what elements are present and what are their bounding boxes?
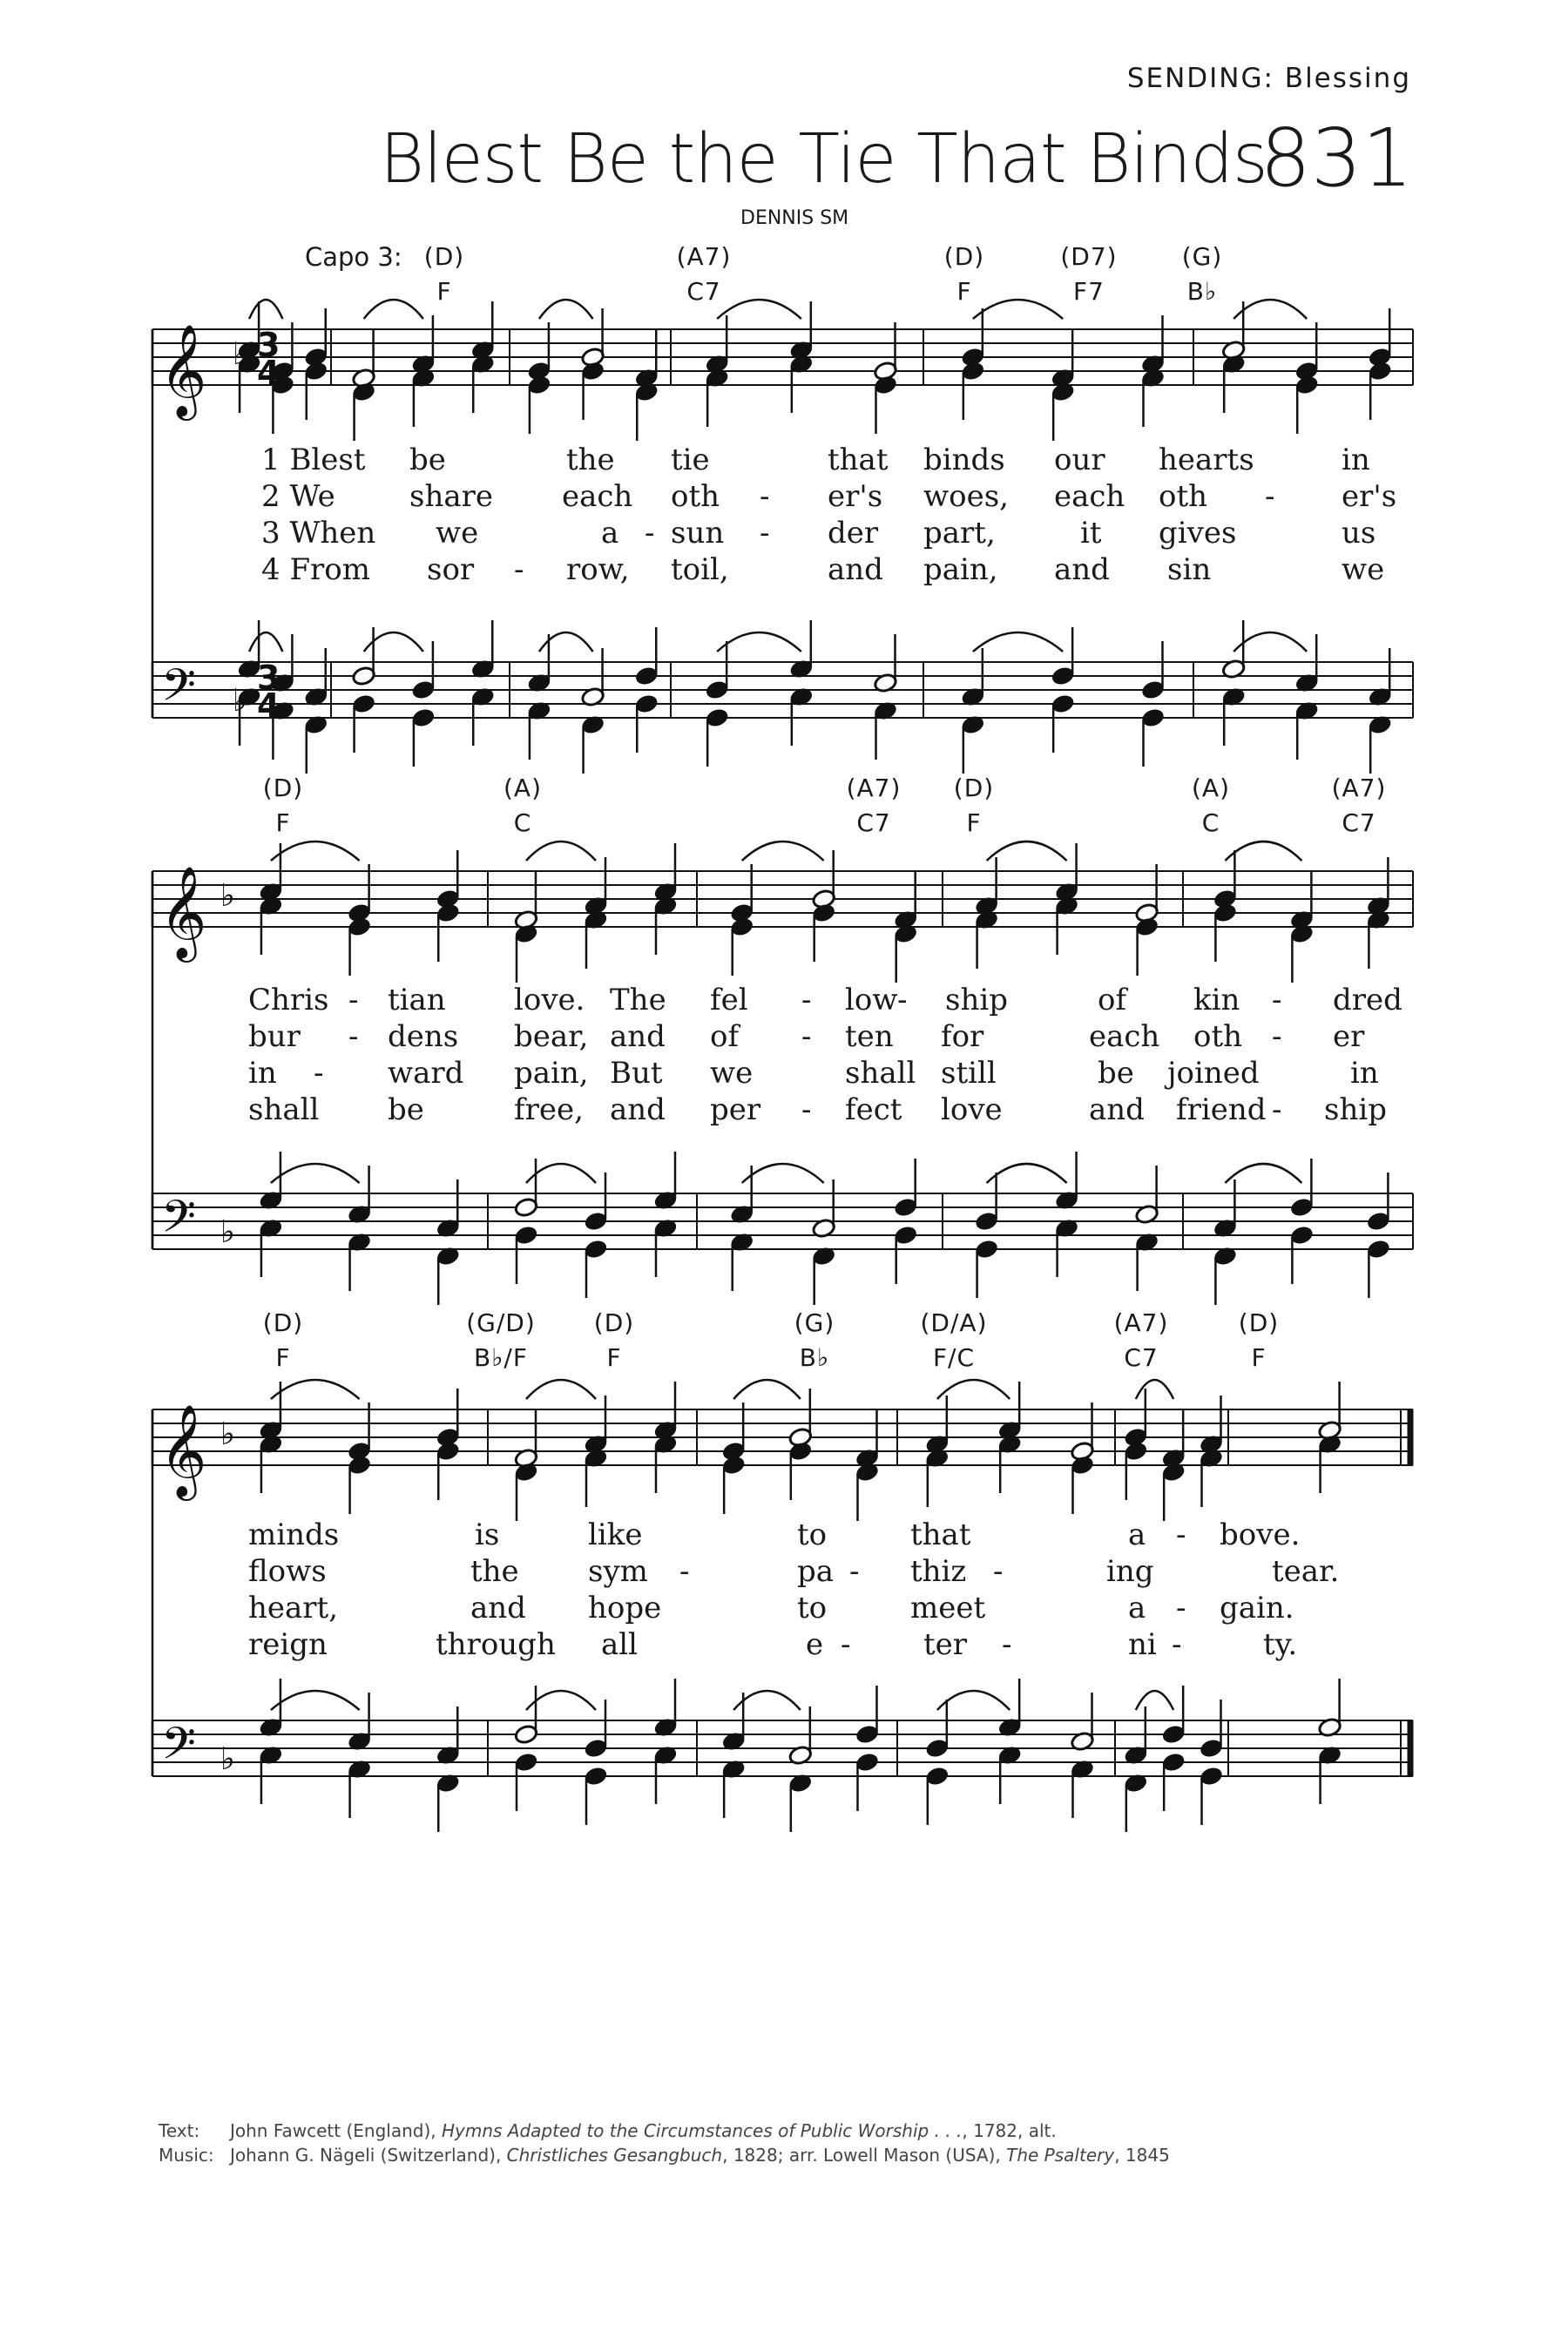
guitar-chord: (A7) <box>846 774 902 802</box>
lyric-syllable: still <box>941 1056 997 1091</box>
lyric-syllable: sin <box>1167 552 1212 587</box>
lyric-syllable: fel <box>710 983 748 1017</box>
bass-slur <box>1233 632 1307 652</box>
lyric-syllable: pa <box>797 1554 835 1589</box>
lyric-hyphen: - <box>514 552 524 587</box>
lyric-hyphen: - <box>679 1554 690 1589</box>
guitar-chord: (D) <box>943 242 985 271</box>
lyric-syllable: a <box>601 516 619 551</box>
concert-chord: C7 <box>856 808 891 837</box>
lyric-syllable: oth <box>1159 479 1208 514</box>
lyric-syllable: binds <box>923 443 1005 477</box>
lyric-hyphen: - <box>841 1627 851 1662</box>
guitar-chord: (D) <box>953 774 995 802</box>
bass-slur <box>539 632 593 652</box>
lyric-syllable: free, <box>514 1092 584 1127</box>
lyric-hyphen: - <box>348 1019 359 1054</box>
lyric-syllable: e <box>806 1627 824 1662</box>
guitar-chord: (A) <box>503 774 542 802</box>
lyric-syllable: er <box>1333 1019 1365 1054</box>
text-credit: Text: John Fawcett (England), Hymns Adapted to the Circumstances of Public Worship . . ., 1782, alt. <box>159 2120 1057 2141</box>
hymn-number: 831 <box>1260 112 1413 205</box>
bass-slur <box>249 632 282 652</box>
lyric-syllable: shall <box>248 1092 320 1127</box>
lyric-hyphen: - <box>1272 983 1282 1017</box>
lyric-syllable: bear, <box>514 1019 589 1054</box>
lyric-syllable: a <box>1128 1591 1146 1625</box>
lyric-syllable: kin <box>1193 983 1240 1017</box>
guitar-chord: (G) <box>1181 242 1223 271</box>
lyric-hyphen: - <box>645 516 655 551</box>
concert-chord: F7 <box>1073 277 1105 306</box>
section-label: SENDING: Blessing <box>1126 63 1411 94</box>
lyric-syllable: sym <box>588 1554 648 1589</box>
lyric-syllable: of <box>710 1019 740 1054</box>
lyric-syllable: oth <box>671 479 720 514</box>
lyric-syllable: per <box>710 1092 761 1127</box>
lyric-hyphen: - <box>801 1019 812 1054</box>
lyric-syllable: us <box>1342 516 1376 551</box>
lyric-syllable: 1 Blest <box>261 443 366 477</box>
lyric-syllable: part, <box>923 516 996 551</box>
lyric-syllable: each <box>1054 479 1125 514</box>
key-signature-flat: ♭ <box>233 336 247 372</box>
lyric-syllable: love. <box>514 983 585 1017</box>
lyric-syllable: ship <box>1324 1092 1387 1127</box>
guitar-chord: (D7) <box>1060 242 1118 271</box>
key-signature-flat: ♭ <box>220 1416 235 1452</box>
lyric-syllable: ward <box>388 1056 464 1091</box>
lyric-hyphen: - <box>801 983 812 1017</box>
lyric-syllable: be <box>1098 1056 1134 1091</box>
guitar-chord: (D) <box>593 1308 635 1337</box>
concert-chord: F <box>966 808 982 837</box>
lyric-syllable: in <box>248 1056 277 1091</box>
lyric-syllable: through <box>436 1627 556 1662</box>
lyric-syllable: pain, <box>923 552 998 587</box>
lyric-syllable: meet <box>910 1591 986 1625</box>
lyric-syllable: ty. <box>1263 1627 1298 1662</box>
time-signature-bottom: 4 <box>257 686 280 725</box>
guitar-chord: (D/A) <box>920 1308 988 1337</box>
lyric-syllable: ing <box>1106 1554 1154 1589</box>
lyric-syllable: love <box>941 1092 1003 1127</box>
lyric-syllable: dred <box>1333 983 1402 1017</box>
key-signature-flat: ♭ <box>220 1214 235 1250</box>
lyric-syllable: woes, <box>923 479 1009 514</box>
lyric-syllable: each <box>562 479 633 514</box>
lyric-hyphen: - <box>760 479 770 514</box>
lyric-syllable: ship <box>945 983 1008 1017</box>
lyric-syllable: 2 We <box>261 479 335 514</box>
treble-slur <box>742 841 824 861</box>
key-signature-flat: ♭ <box>220 1741 235 1777</box>
guitar-chord: (A7) <box>1113 1308 1169 1337</box>
concert-chord: B♭ <box>1186 277 1218 306</box>
concert-chord: F <box>1251 1343 1267 1372</box>
lyric-syllable: share <box>409 479 493 514</box>
bass-clef: 𝄢 <box>161 1717 196 1781</box>
guitar-chord: (A7) <box>676 242 732 271</box>
lyric-syllable: fect <box>845 1092 902 1127</box>
lyric-syllable: ter <box>923 1627 968 1662</box>
lyric-syllable: low <box>845 983 898 1017</box>
lyric-syllable: ni <box>1128 1627 1157 1662</box>
lyric-hyphen: - <box>801 1092 812 1127</box>
bass-slur <box>1136 1691 1173 1710</box>
lyric-syllable: to <box>797 1517 828 1552</box>
concert-chord: F <box>956 277 972 306</box>
lyric-syllable: a <box>1128 1517 1146 1552</box>
lyric-syllable: we <box>1342 552 1385 587</box>
guitar-chord: (A7) <box>1331 774 1387 802</box>
lyric-syllable: that <box>828 443 889 477</box>
lyric-syllable: minds <box>248 1517 340 1552</box>
concert-chord: B♭ <box>799 1343 830 1372</box>
treble-slur <box>526 841 596 861</box>
bass-slur <box>937 1691 1010 1710</box>
lyric-syllable: all <box>601 1627 639 1662</box>
bass-clef: 𝄢 <box>161 1190 196 1254</box>
lyric-hyphen: - <box>1272 1019 1282 1054</box>
lyric-syllable: like <box>588 1517 643 1552</box>
lyric-syllable: sun <box>671 516 725 551</box>
treble-clef: 𝄞 <box>159 865 207 958</box>
lyric-syllable: the <box>470 1554 519 1589</box>
lyric-syllable: gives <box>1159 516 1237 551</box>
bass-slur <box>717 632 801 652</box>
lyric-syllable: The <box>610 983 666 1017</box>
lyric-syllable: reign <box>248 1627 328 1662</box>
lyric-syllable: bur <box>248 1019 301 1054</box>
bass-slur <box>973 632 1063 652</box>
lyric-syllable: of <box>1098 983 1127 1017</box>
lyric-syllable: and <box>470 1591 526 1625</box>
lyric-hyphen: - <box>760 516 770 551</box>
bass-slur <box>742 1164 824 1183</box>
time-signature-top: 3 <box>257 659 280 697</box>
guitar-chord: (A) <box>1191 774 1230 802</box>
music-credit: Music: Johann G. Nägeli (Switzerland), Christliches Gesangbuch, 1828; arr. Lowell Mason (USA), The Psaltery, 1845 <box>159 2145 1170 2166</box>
lyric-syllable: is <box>475 1517 500 1552</box>
lyric-syllable: and <box>610 1019 666 1054</box>
guitar-chord: (D) <box>262 1308 304 1337</box>
lyric-syllable: in <box>1342 443 1370 477</box>
lyric-syllable: tian <box>388 983 446 1017</box>
hymn-title: Blest Be the Tie That Binds <box>380 120 1267 199</box>
bass-slur <box>271 1691 360 1710</box>
lyric-syllable: dens <box>388 1019 459 1054</box>
time-signature-bottom: 4 <box>257 354 280 392</box>
treble-slur <box>733 1380 801 1399</box>
lyric-syllable: thiz <box>910 1554 967 1589</box>
lyric-syllable: er's <box>1342 479 1397 514</box>
lyric-syllable: gain. <box>1220 1591 1294 1625</box>
treble-clef: 𝄞 <box>159 323 207 416</box>
lyric-hyphen: - <box>1272 1092 1282 1127</box>
concert-chord: F <box>606 1343 622 1372</box>
lyric-syllable: friend <box>1176 1092 1267 1127</box>
treble-slur <box>271 841 360 861</box>
lyric-hyphen: - <box>1002 1627 1012 1662</box>
bass-slur <box>987 1164 1067 1183</box>
key-signature-flat: ♭ <box>220 878 235 914</box>
lyric-hyphen: - <box>993 1554 1004 1589</box>
capo-label: Capo 3: <box>305 242 402 272</box>
treble-slur <box>937 1380 1010 1399</box>
treble-slur <box>271 1380 360 1399</box>
lyric-syllable: sor <box>427 552 475 587</box>
lyric-hyphen: - <box>897 983 908 1017</box>
lyric-syllable: tear. <box>1272 1554 1340 1589</box>
lyric-hyphen: - <box>348 983 359 1017</box>
key-signature-flat: ♭ <box>233 683 247 719</box>
lyric-hyphen: - <box>1176 1591 1186 1625</box>
lyric-hyphen: - <box>1172 1627 1182 1662</box>
lyric-syllable: tie <box>671 443 710 477</box>
lyric-syllable: be <box>409 443 446 477</box>
lyric-syllable: er's <box>828 479 883 514</box>
lyric-syllable: flows <box>248 1554 327 1589</box>
lyric-syllable: hope <box>588 1591 662 1625</box>
treble-slur <box>1136 1380 1173 1399</box>
concert-chord: B♭/F <box>474 1343 528 1372</box>
lyric-syllable: and <box>828 552 883 587</box>
tune-name: DENNIS SM <box>740 207 849 229</box>
lyric-hyphen: - <box>1265 479 1275 514</box>
treble-slur <box>987 841 1067 861</box>
treble-slur <box>539 300 593 319</box>
lyric-syllable: ten <box>845 1019 894 1054</box>
lyric-syllable: we <box>710 1056 754 1091</box>
concert-chord: F <box>275 1343 291 1372</box>
guitar-chord: (D) <box>1238 1308 1280 1337</box>
guitar-chord: (G) <box>794 1308 835 1337</box>
guitar-chord: (G/D) <box>466 1308 536 1337</box>
lyric-syllable: and <box>610 1092 666 1127</box>
concert-chord: F <box>436 277 452 306</box>
concert-chord: F <box>275 808 291 837</box>
lyric-syllable: it <box>1080 516 1102 551</box>
lyric-syllable: oth <box>1193 1019 1243 1054</box>
lyric-hyphen: - <box>314 1056 324 1091</box>
lyric-syllable: bove. <box>1220 1517 1301 1552</box>
lyric-syllable: 4 From <box>261 552 370 587</box>
treble-slur <box>249 300 282 319</box>
lyric-syllable: hearts <box>1159 443 1254 477</box>
treble-clef: 𝄞 <box>159 1403 207 1497</box>
concert-chord: C7 <box>1124 1343 1159 1372</box>
lyric-syllable: in <box>1350 1056 1379 1091</box>
bass-slur <box>271 1164 360 1183</box>
lyric-syllable: that <box>910 1517 971 1552</box>
time-signature-top: 3 <box>257 326 280 364</box>
lyric-syllable: we <box>436 516 479 551</box>
lyric-syllable: be <box>388 1092 424 1127</box>
lyric-syllable: to <box>797 1591 828 1625</box>
guitar-chord: (D) <box>262 774 304 802</box>
guitar-chord: (D) <box>423 242 465 271</box>
lyric-syllable: toil, <box>671 552 729 587</box>
lyric-syllable: each <box>1089 1019 1160 1054</box>
concert-chord: C <box>1201 808 1220 837</box>
lyric-syllable: 3 When <box>261 516 376 551</box>
lyric-syllable: and <box>1089 1092 1145 1127</box>
lyric-syllable: heart, <box>248 1591 339 1625</box>
lyric-syllable: for <box>941 1019 984 1054</box>
lyric-syllable: But <box>610 1056 663 1091</box>
bass-slur <box>1225 1164 1301 1183</box>
lyric-syllable: and <box>1054 552 1110 587</box>
concert-chord: C7 <box>686 277 721 306</box>
credits <box>159 2119 1170 2167</box>
lyric-syllable: joined <box>1167 1056 1260 1091</box>
lyric-syllable: our <box>1054 443 1105 477</box>
bass-clef: 𝄢 <box>161 659 196 722</box>
lyric-syllable: pain, <box>514 1056 589 1091</box>
treble-slur <box>1225 841 1301 861</box>
concert-chord: C <box>513 808 532 837</box>
lyric-hyphen: - <box>849 1554 860 1589</box>
concert-chord: C7 <box>1342 808 1376 837</box>
lyric-syllable: der <box>828 516 879 551</box>
lyric-hyphen: - <box>1176 1517 1186 1552</box>
treble-slur <box>526 1380 596 1399</box>
lyric-syllable: shall <box>845 1056 916 1091</box>
lyric-syllable: the <box>566 443 615 477</box>
lyric-syllable: row, <box>566 552 630 587</box>
lyric-syllable: Chris <box>248 983 329 1017</box>
concert-chord: F/C <box>932 1343 976 1372</box>
